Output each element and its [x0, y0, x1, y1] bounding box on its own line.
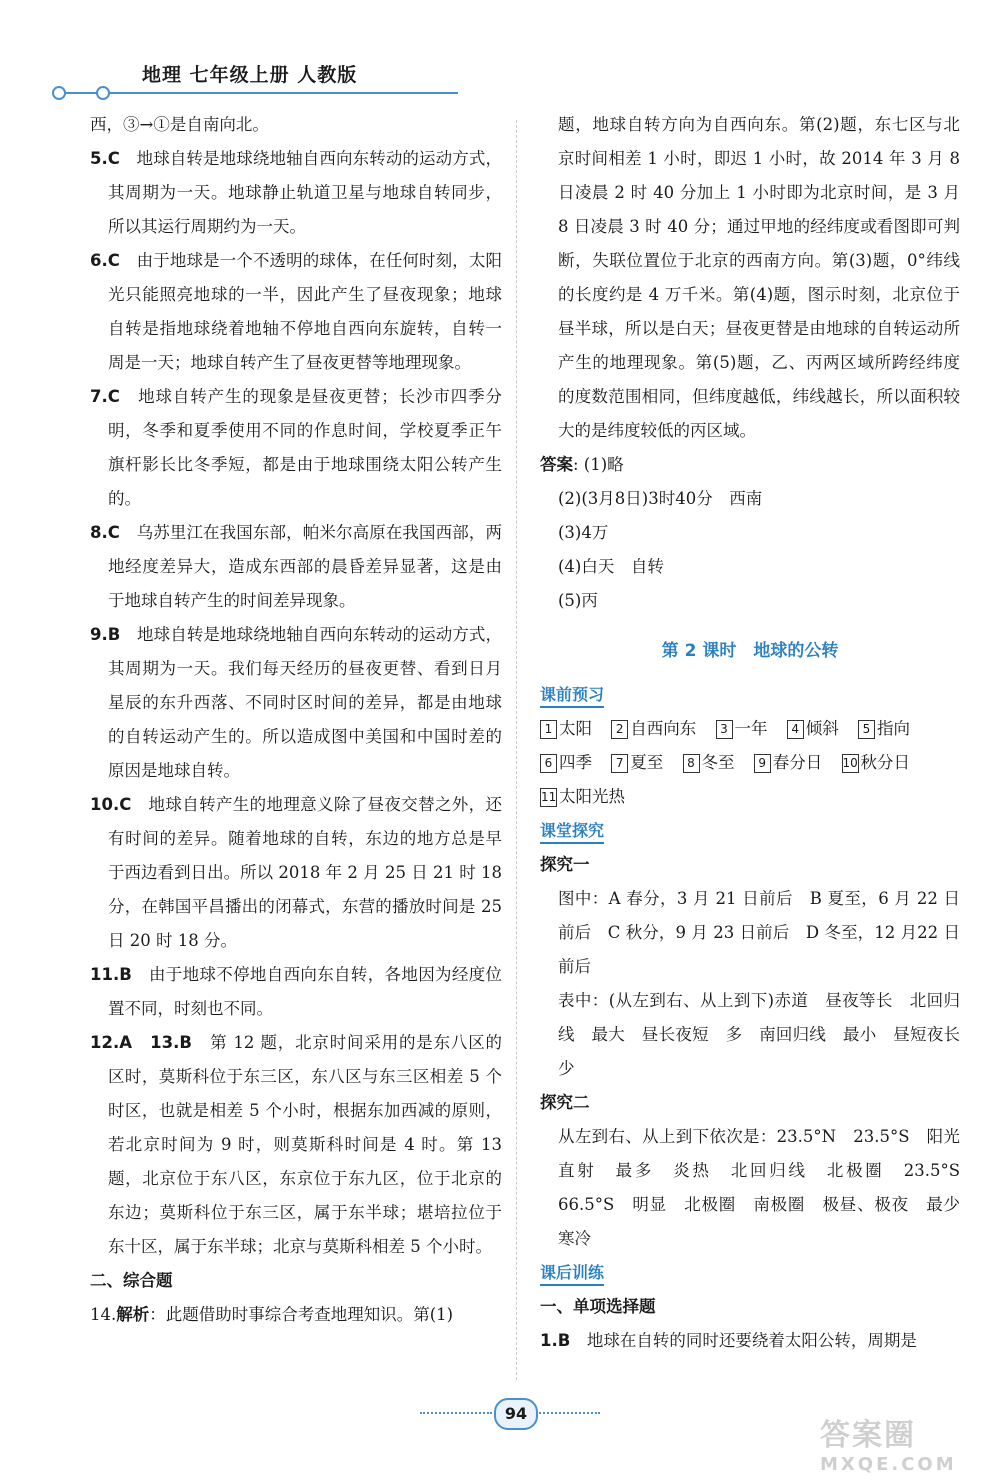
- preview-text: 四季: [559, 753, 592, 772]
- preview-item: [787, 712, 839, 746]
- boxed-number: 6: [540, 754, 557, 773]
- preview-item: [540, 746, 592, 780]
- watermark-text: 答案圈: [820, 1418, 916, 1453]
- preview-item: [716, 712, 768, 746]
- answer-line: (5)丙: [558, 591, 598, 610]
- watermark-logo: [820, 1410, 990, 1476]
- page-number: 94: [494, 1398, 538, 1430]
- preview-item: [540, 780, 625, 814]
- page-header: [50, 60, 470, 108]
- left-column: [90, 108, 502, 1332]
- preview-answers: [540, 712, 960, 814]
- answer-text: 地球自转产生的现象是昼夜更替；长沙市四季分明，冬季和夏季使用不同的作息时间，学校夏季正午旗杆影长比冬季短，都是由于地球围绕太阳公转产生的。: [108, 387, 503, 508]
- preview-item: [611, 712, 696, 746]
- answer-item: [90, 1298, 502, 1332]
- preview-text: 指向: [877, 719, 910, 738]
- section-tag-preview: 课前预习: [540, 684, 604, 708]
- explore-text: 从左到右、从上到下依次是：23.5°N 23.5°S 阳光直射 最多 炎热 北回归线 北极圈 23.5°S 66.5°S 明显 北极圈 南极圈 极昼、极夜 最少 寒冷: [558, 1127, 977, 1248]
- preview-item: [754, 746, 823, 780]
- boxed-number: 2: [611, 720, 628, 739]
- preview-text: 一年: [734, 719, 768, 738]
- analysis-label: 解析: [116, 1305, 150, 1324]
- answer-item: [90, 958, 502, 1026]
- answer-number: 11.B: [90, 965, 132, 984]
- answer-line: [540, 448, 960, 482]
- boxed-number: 10: [842, 754, 859, 773]
- boxed-number: 11: [540, 788, 557, 807]
- answer-text: 地球自转是地球绕地轴自西向东转动的运动方式，其周期为一天。地球静止轨道卫星与地球自转同步，所以其运行周期约为一天。: [108, 149, 503, 236]
- right-column: [540, 108, 977, 1358]
- answer-value: : (1)略: [573, 455, 624, 474]
- preview-item: [540, 712, 592, 746]
- section-tag-training: 课后训练: [540, 1262, 604, 1286]
- watermark-url: MXQE.COM: [820, 1454, 957, 1475]
- answer-number: 6.C: [90, 251, 120, 270]
- boxed-number: 3: [716, 720, 733, 739]
- answer-number: 5.C: [90, 149, 120, 168]
- answer-text: ：此题借助时事综合考查地理知识。第(1): [149, 1305, 454, 1324]
- answer-item: [540, 1324, 960, 1358]
- header-circle-ornament: [96, 86, 110, 100]
- answer-item: [90, 380, 502, 516]
- answer-label: 答案: [540, 455, 573, 474]
- boxed-number: 8: [683, 754, 700, 773]
- answer-text: 地球在自转的同时还要绕着太阳公转，周期是: [586, 1331, 917, 1350]
- answer-number: 8.C: [90, 523, 120, 542]
- preview-item: [611, 746, 663, 780]
- answer-number: 9.B: [90, 625, 121, 644]
- continued-text: 题，地球自转方向为自西向东。第(2)题，东七区与北京时间相差 1 小时，即迟 1 小时，故 2014 年 3 月 8 日凌晨 2 时 40 分加上 1 小时即为北京时间，是 3 月 8 日凌晨 3 时 40 分；通过甲地的经纬度或看图即可判断，失联位置位于北京的西南方向。第(3)题，0°纬线的长度约是 4 万千米。第(4)题，图示时刻，北京位于昼半球，所以是白天；昼夜更替是由地球的自转运动所产生的地理现象。第(5)题，乙、丙两区域所跨经纬度的度数范围相同，但纬度越低，纬线越长，所以面积较大的是纬度较低的丙区域。: [558, 115, 960, 440]
- boxed-number: 4: [787, 720, 804, 739]
- explore-title: 探究二: [540, 1093, 590, 1112]
- answer-text: 第 12 题，北京时间采用的是东八区的区时，莫斯科位于东三区，东八区与东三区相差 5 个时区，也就是相差 5 个小时，根据东加西减的原则，若北京时间为 9 时，则莫斯科时间是 4 时。第 13 题，北京位于东八区，东京位于东九区，位于北京的东边；莫斯科位于东三区，属于东半球；堪培拉位于东十区，属于东半球；北京与莫斯科相差 5 个小时。: [108, 1033, 502, 1256]
- answer-line: (3)4万: [558, 523, 609, 542]
- explore-text: 表中：(从左到右、从上到下)赤道 昼夜等长 北回归线 最大 昼长夜短 多 南回归线 最小 昼短夜长 少: [558, 991, 977, 1078]
- answer-number: 10.C: [90, 795, 132, 814]
- boxed-number: 5: [858, 720, 875, 739]
- answer-text: 乌苏里江在我国东部，帕米尔高原在我国西部，两地经度差异大，造成东西部的晨昏差异显著，这是由于地球自转产生的时间差异现象。: [108, 523, 503, 610]
- preview-text: 太阳: [559, 719, 592, 738]
- section-heading: 二、综合题: [90, 1271, 173, 1290]
- header-circle-ornament: [52, 86, 66, 100]
- footer-dots: [536, 1412, 600, 1414]
- section-tag-explore: 课堂探究: [540, 820, 604, 844]
- preview-text: 太阳光热: [559, 787, 625, 806]
- answer-item: [90, 516, 502, 618]
- answer-item: [90, 618, 502, 788]
- preview-text: 夏至: [630, 753, 664, 772]
- boxed-number: 9: [754, 754, 771, 773]
- preview-text: 秋分日: [860, 753, 910, 772]
- answer-text: 由于地球是一个不透明的球体，在任何时刻，太阳光只能照亮地球的一半，因此产生了昼夜现象；地球自转是指地球绕着地轴不停地自西向东旋转，自转一周是一天；地球自转产生了昼夜更替等地理现象。: [108, 251, 503, 372]
- footer-dots: [420, 1412, 492, 1414]
- boxed-number: 7: [611, 754, 628, 773]
- preview-text: 冬至: [701, 753, 735, 772]
- answer-number: 1.B: [540, 1331, 571, 1350]
- answer-text: 地球自转产生的地理意义除了昼夜交替之外，还有时间的差异。随着地球的自转，东边的地方总是早于西边看到日出。所以 2018 年 2 月 25 日 21 时 18 分，在韩国平昌播出的闭幕式，东营的播放时间是 25 日 20 时 18 分。: [108, 795, 503, 950]
- preview-text: 自西向东: [630, 719, 697, 738]
- section-heading: 一、单项选择题: [540, 1297, 656, 1316]
- preview-text: 倾斜: [805, 719, 839, 738]
- preview-item: [683, 746, 735, 780]
- answer-item: [90, 142, 502, 244]
- answer-number: 7.C: [90, 387, 120, 406]
- column-divider: [516, 120, 517, 1380]
- header-title: 地理 七年级上册 人教版: [142, 64, 358, 86]
- preview-item: [842, 746, 911, 780]
- intro-text: 西，③→①是自南向北。: [90, 115, 269, 134]
- preview-item: [858, 712, 910, 746]
- header-rule: [58, 92, 458, 94]
- answer-item: [90, 244, 502, 380]
- answer-text: 地球自转是地球绕地轴自西向东转动的运动方式，其周期为一天。我们每天经历的昼夜更替、看到日月星辰的东升西落、不同时区时间的差异，都是由地球的自转运动产生的。所以造成图中美国和中国时差的原因是地球自转。: [108, 625, 503, 780]
- boxed-number: 1: [540, 720, 557, 739]
- explore-title: 探究一: [540, 855, 590, 874]
- lesson-title: 第 2 课时 地球的公转: [661, 641, 839, 661]
- answer-line: (4)白天 自转: [558, 557, 664, 576]
- answer-item: [90, 1026, 502, 1264]
- answer-line: (2)(3月8日)3时40分 西南: [558, 489, 763, 508]
- explore-text: 图中：A 春分，3 月 21 日前后 B 夏至，6 月 22 日前后 C 秋分，9 月 23 日前后 D 冬至，12 月22 日前后: [558, 889, 960, 976]
- answer-number: 13.B: [150, 1033, 192, 1052]
- answer-item: [90, 788, 502, 958]
- answer-text: 由于地球不停地自西向东自转，各地因为经度位置不同，时刻也不同。: [108, 965, 503, 1018]
- page-footer: [420, 1398, 600, 1428]
- answer-number: 14.: [90, 1305, 117, 1324]
- answer-number: 12.A: [90, 1033, 132, 1052]
- preview-text: 春分日: [772, 753, 823, 772]
